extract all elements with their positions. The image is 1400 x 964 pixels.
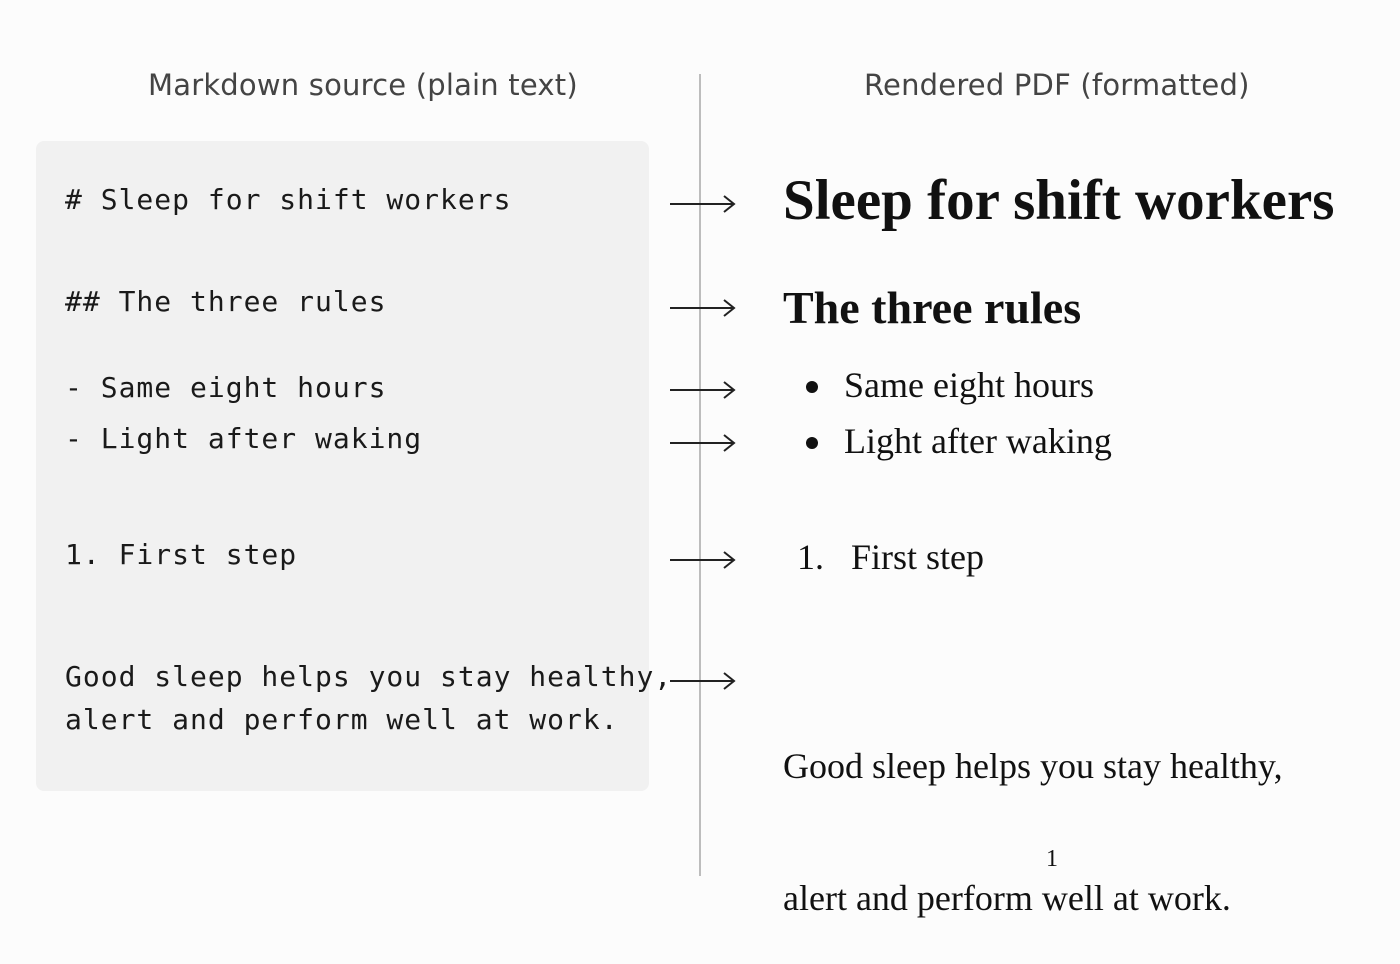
long-right-arrow-icon <box>668 433 738 453</box>
md-paragraph-line-1: Good sleep helps you stay healthy, <box>65 660 673 693</box>
rendered-column-title: Rendered PDF (formatted) <box>864 68 1250 102</box>
markdown-source-panel <box>36 141 649 791</box>
bullet-dot-icon <box>806 381 818 393</box>
rendered-heading2: The three rules <box>783 282 1082 333</box>
md-bullet-line-1: - Same eight hours <box>65 371 387 404</box>
md-ordered-line-1: 1. First step <box>65 538 298 571</box>
md-bullet-line-2: - Light after waking <box>65 422 423 455</box>
bullet-dot-icon <box>806 437 818 449</box>
long-right-arrow-icon <box>668 550 738 570</box>
md-heading1-line: # Sleep for shift workers <box>65 183 512 216</box>
md-heading2-line: ## The three rules <box>65 285 387 318</box>
rendered-ordered-item-1: First step <box>851 537 985 577</box>
rendered-bullet-2: Light after waking <box>844 421 1112 461</box>
page-number: 1 <box>1046 846 1058 872</box>
long-right-arrow-icon <box>668 298 738 318</box>
rendered-bullet-1: Same eight hours <box>844 365 1094 405</box>
rendered-paragraph-line-1: Good sleep helps you stay healthy, <box>783 746 1283 786</box>
md-paragraph-line-2: alert and perform well at work. <box>65 703 619 736</box>
rendered-paragraph <box>783 656 1283 964</box>
markdown-column-title: Markdown source (plain text) <box>148 68 578 102</box>
long-right-arrow-icon <box>668 194 738 214</box>
rendered-ordered-number: 1. <box>797 537 824 577</box>
long-right-arrow-icon <box>668 671 738 691</box>
rendered-heading1: Sleep for shift workers <box>783 169 1335 232</box>
long-right-arrow-icon <box>668 380 738 400</box>
rendered-paragraph-line-2: alert and perform well at work. <box>783 878 1231 918</box>
